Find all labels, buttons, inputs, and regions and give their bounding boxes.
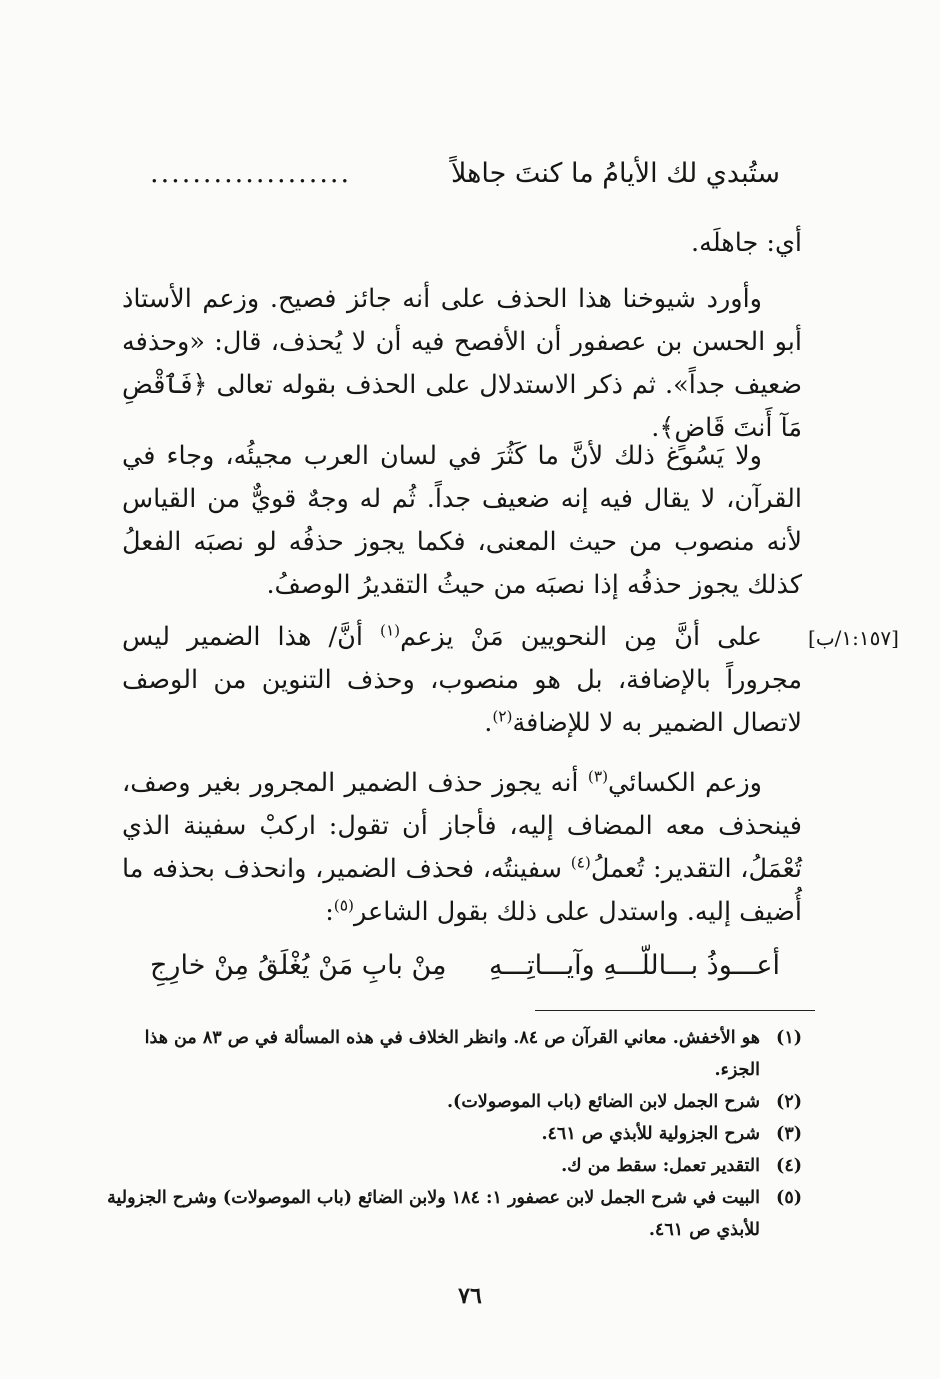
verse-line-2 [120, 950, 780, 1000]
footnote-number: (٥) [776, 1188, 802, 1208]
paragraph-3-text-a: على أنَّ مِن النحويين مَنْ يزعم [400, 622, 762, 652]
paragraph-4-text-d: : [325, 897, 334, 927]
footnote-number: (١) [776, 1028, 802, 1048]
paragraph-3-text-b: أنَّ/ هذا الضمير ليس مجروراً بالإضافة، بل هو منصوب، وحذف التنوين من الوصف لاتصال الضمير به لا للإضافة [122, 622, 802, 738]
verse-1-second-hemistich: ................... [150, 158, 352, 189]
footnote-number: (٣) [776, 1124, 802, 1144]
footnote-ref-2: (٢) [492, 707, 513, 726]
footnote-text: شرح الجزولية للأبذي ص ٤٦١. [541, 1124, 760, 1144]
footnote-ref-4: (٤) [570, 853, 591, 872]
manuscript-folio-marker: [١:١٥٧/ب] [808, 626, 899, 650]
paragraph-4-text-a: وزعم الكسائي [608, 768, 762, 798]
footnote-number: (٤) [776, 1156, 802, 1176]
paragraph-3 [122, 616, 802, 745]
footnote [102, 1118, 802, 1150]
footnote-text: هو الأخفش. معاني القرآن ص ٨٤. وانظر الخلاف في هذه المسألة في ص ٨٣ من هذا الجزء. [144, 1028, 760, 1080]
footnote [102, 1022, 802, 1086]
footnote [102, 1182, 802, 1246]
paragraph-4-text-c: سفينتُه، فحذف الضمير، وانحذف بحذفه ما أُضيف إليه. واستدل على ذلك بقول الشاعر [122, 854, 802, 927]
paragraph-1: وأورد شيوخنا هذا الحذف على أنه جائز فصيح. وزعم الأستاذ أبو الحسن بن عصفور أن الأفصح فيه أن لا يُحذف، قال: «وحذفه ضعيف جداً». ثم ذكر الاستدلال على الحذف بقوله تعالى ﴿فَٱقْضِ مَآ أَنتَ قَاضٍ﴾. [122, 284, 802, 443]
verse-2-first-hemistich: أعـــوذُ بـــاللّـــهِ وآيـــاتِـــهِ [488, 950, 780, 981]
verse-line-1 [120, 158, 780, 208]
footnote-text: البيت في شرح الجمل لابن عصفور ١: ١٨٤ ولابن الضائع (باب الموصولات) وشرح الجزولية للأبذي ص ٤٦١. [107, 1188, 760, 1240]
footnote-ref-5: (٥) [333, 896, 354, 915]
footnote-ref-1: (١) [379, 621, 401, 640]
footnote-text: التقدير تعمل: سقط من ك. [561, 1156, 760, 1176]
footnotes [102, 1022, 802, 1246]
paragraph-4 [122, 762, 802, 934]
verse-1-first-hemistich: ستُبدي لك الأيامُ ما كنتَ جاهلاً [451, 158, 780, 189]
footnote-ref-3: (٣) [587, 767, 609, 786]
paragraph-2: ولا يَسُوغ ذلك لأنَّ ما كَثُرَ في لسان العرب مجيئُه، وجاء في القرآن، لا يقال فيه إنه ضعيف جداً. ثُم له وجهٌ قويٌّ من القياس لأنه منصوب من حيث المعنى، فكما يجوز حذفُه لو نصبَه الفعلُ كذلك يجوز حذفُه إذا نصبَه من حيثُ التقديرُ الوصفُ. [122, 441, 802, 600]
footnote-text: شرح الجمل لابن الضائع (باب الموصولات). [446, 1092, 760, 1112]
paragraph-gloss: أي: جاهلَه. [691, 228, 802, 258]
paragraph-3-text-c: . [484, 708, 493, 738]
footnote-number: (٢) [776, 1092, 802, 1112]
verse-2-second-hemistich: مِنْ بابِ مَنْ يُغْلَقُ مِنْ خارِجِ [150, 950, 447, 981]
footnote [102, 1150, 802, 1182]
paragraph-4-text-b: أنه يجوز حذف الضمير المجرور بغير وصف، فينحذف معه المضاف إليه، فأجاز أن تقول: اركبْ سفينة الذي تُعْمَلُ، التقدير: تُعملُ [122, 768, 802, 884]
page-number: ٧٦ [458, 1283, 482, 1309]
footnote-separator [535, 1010, 815, 1011]
footnote [102, 1086, 802, 1118]
